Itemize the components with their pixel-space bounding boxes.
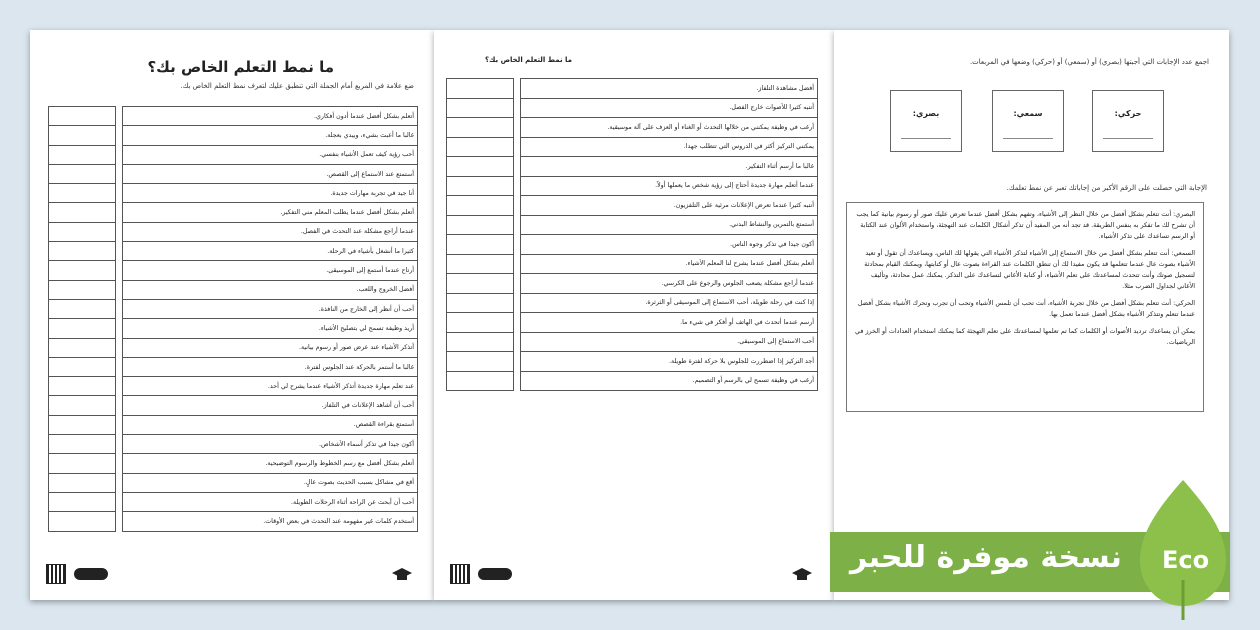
table-row bbox=[49, 415, 418, 434]
statement-cell: يمكنني التركيز أكثر في الدروس التي تتطلب جهدا. bbox=[521, 137, 818, 157]
spacer bbox=[116, 261, 123, 280]
worksheet-page-1 bbox=[30, 30, 434, 600]
statement-cell: عند تعلم مهارة جديدة أتذكر الأشياء عندما يشرح لي أحد. bbox=[123, 377, 418, 396]
table-row bbox=[447, 137, 818, 157]
table-row bbox=[49, 377, 418, 396]
category-box-visual bbox=[890, 90, 962, 152]
table-row bbox=[49, 473, 418, 492]
spacer bbox=[514, 79, 521, 99]
checkbox-cell[interactable] bbox=[447, 79, 514, 99]
checkbox-cell[interactable] bbox=[447, 176, 514, 196]
spacer bbox=[514, 352, 521, 372]
statement-cell: أتعلم بشكل أفضل عندما يشرح لنا المعلم الأشياء. bbox=[521, 254, 818, 274]
spacer bbox=[514, 313, 521, 333]
table-row bbox=[49, 164, 418, 183]
table-row bbox=[49, 435, 418, 454]
table-row bbox=[49, 261, 418, 280]
page-title: ما نمط التعلم الخاص بك؟ bbox=[147, 58, 334, 76]
table-row bbox=[49, 242, 418, 261]
statement-cell: إذا كنت في رحلة طويلة، أحب الاستماع إلى الموسيقى أو الثرثرة. bbox=[521, 293, 818, 313]
table-row bbox=[447, 79, 818, 99]
checkbox-cell[interactable] bbox=[447, 254, 514, 274]
checkbox-cell[interactable] bbox=[49, 261, 116, 280]
checkbox-cell[interactable] bbox=[49, 396, 116, 415]
statement-cell: أستمتع بقراءة القصص. bbox=[123, 415, 418, 434]
spacer bbox=[116, 415, 123, 434]
brand-logo-icon bbox=[74, 568, 108, 580]
graduation-hat-icon bbox=[792, 566, 812, 582]
category-label: حركي: bbox=[1114, 109, 1142, 118]
category-box-auditory bbox=[992, 90, 1064, 152]
table-row bbox=[447, 176, 818, 196]
statement-cell: أكون جيدا في تذكر أسماء الأشخاص. bbox=[123, 435, 418, 454]
checkbox-cell[interactable] bbox=[49, 319, 116, 338]
checkbox-cell[interactable] bbox=[49, 242, 116, 261]
category-box-kinesthetic bbox=[1092, 90, 1164, 152]
table-row bbox=[447, 235, 818, 255]
table-row bbox=[49, 222, 418, 241]
statement-cell: عندما أتعلم مهارة جديدة أحتاج إلى رؤية شخص ما يعملها أولاً. bbox=[521, 176, 818, 196]
spacer bbox=[116, 492, 123, 511]
spacer bbox=[514, 157, 521, 177]
table-row bbox=[49, 338, 418, 357]
table-row bbox=[447, 98, 818, 118]
checkbox-cell[interactable] bbox=[49, 492, 116, 511]
spacer bbox=[116, 435, 123, 454]
spacer bbox=[514, 215, 521, 235]
checkbox-cell[interactable] bbox=[447, 274, 514, 294]
statement-cell: أنا جيد في تجربة مهارات جديدة. bbox=[123, 184, 418, 203]
statement-cell: أقع في مشاكل بسبب الحديث بصوت عالٍ. bbox=[123, 473, 418, 492]
table-row bbox=[447, 274, 818, 294]
eco-label: Eco bbox=[1162, 546, 1210, 574]
spacer bbox=[514, 118, 521, 138]
checkbox-cell[interactable] bbox=[447, 157, 514, 177]
checkbox-cell[interactable] bbox=[49, 145, 116, 164]
checkbox-cell[interactable] bbox=[49, 435, 116, 454]
statement-cell: أستمتع عند الاستماع إلى القصص. bbox=[123, 164, 418, 183]
checkbox-cell[interactable] bbox=[447, 98, 514, 118]
statement-cell: أحب الاستماع إلى الموسيقى. bbox=[521, 332, 818, 352]
statement-cell: أحب أن أنظر إلى الخارج من النافذة. bbox=[123, 299, 418, 318]
spacer bbox=[514, 332, 521, 352]
checkbox-cell[interactable] bbox=[49, 203, 116, 222]
spacer bbox=[116, 473, 123, 492]
checkbox-cell[interactable] bbox=[49, 107, 116, 126]
spacer bbox=[116, 184, 123, 203]
table-row bbox=[49, 492, 418, 511]
table-row bbox=[447, 352, 818, 372]
tally-instructions: اجمع عدد الإجابات التي أجبتها (بصري) أو (سمعي) أو (حركي) وضعها في المربعات. bbox=[969, 58, 1209, 66]
checkbox-cell[interactable] bbox=[49, 299, 116, 318]
spacer bbox=[514, 176, 521, 196]
table-row bbox=[447, 332, 818, 352]
spacer bbox=[514, 196, 521, 216]
spacer bbox=[116, 377, 123, 396]
spacer bbox=[116, 299, 123, 318]
checkbox-cell[interactable] bbox=[447, 293, 514, 313]
checkbox-cell[interactable] bbox=[447, 332, 514, 352]
spacer bbox=[514, 371, 521, 391]
statement-cell: أتعلم بشكل أفضل عندما أدون أفكاري. bbox=[123, 107, 418, 126]
page-footer bbox=[450, 564, 818, 586]
statement-cell: أكون جيدا في تذكر وجوه الناس. bbox=[521, 235, 818, 255]
spacer bbox=[514, 254, 521, 274]
page-title: ما نمط التعلم الخاص بك؟ bbox=[484, 56, 572, 64]
statement-cell: غالبا ما أرسم أثناء التفكير. bbox=[521, 157, 818, 177]
spacer bbox=[116, 454, 123, 473]
worksheet-page-2 bbox=[434, 30, 834, 600]
page-instructions: ضع علامة في المربع أمام الجملة التي تنطبق عليك لتعرف نمط التعلم الخاص بك. bbox=[180, 82, 414, 90]
statement-cell: عندما أراجع مشكلة عند التحدث في الفصل. bbox=[123, 222, 418, 241]
table-row bbox=[49, 203, 418, 222]
kinesthetic-description: الحركي: أنت تتعلم بشكل أفضل من خلال تجربة الأشياء، أنت تحب أن تلمس الأشياء وتحب أن تجرب وتحرك الأشياء بشكل أفضل عندما تتعلم وتتذكر الأشياء بشكل أفضل عندما تعمل بها. bbox=[857, 299, 1195, 318]
table-row bbox=[447, 293, 818, 313]
qr-code-icon bbox=[450, 564, 470, 584]
table-row bbox=[49, 145, 418, 164]
checkbox-cell[interactable] bbox=[447, 371, 514, 391]
spacer bbox=[116, 280, 123, 299]
table-row bbox=[49, 107, 418, 126]
statement-cell: أرسم عندما أتحدث في الهاتف أو أفكر في شيء ما. bbox=[521, 313, 818, 333]
table-row bbox=[49, 396, 418, 415]
result-label: الإجابة التي حصلت على الرقم الأكبر من إجاباتك تعبر عن نمط تعلمك. bbox=[1006, 184, 1207, 192]
table-row bbox=[49, 357, 418, 376]
statement-cell: أجد التركيز إذا اضطررت للجلوس بلا حركة لفترة طويلة. bbox=[521, 352, 818, 372]
table-row bbox=[49, 454, 418, 473]
table-row bbox=[49, 319, 418, 338]
table-row bbox=[447, 254, 818, 274]
statement-cell: أحب أن أبحث عن الراحة أثناء الرحلات الطويلة. bbox=[123, 492, 418, 511]
table-row bbox=[49, 280, 418, 299]
spacer bbox=[116, 145, 123, 164]
checkbox-cell[interactable] bbox=[447, 215, 514, 235]
statement-cell: أنتبه كثيرا عندما تعرض الإعلانات مرئية على التلفزيون. bbox=[521, 196, 818, 216]
graduation-hat-icon bbox=[392, 566, 412, 582]
table-row bbox=[49, 184, 418, 203]
spacer bbox=[116, 338, 123, 357]
tips-text: يمكن أن يساعدك ترديد الأصوات أو الكلمات كما تم تعلمها لمساعدتك على تعلم التهجئة كما يمكنك استخدام العدادات أو الخرز في الرياضيات. bbox=[855, 327, 1195, 346]
spacer bbox=[116, 164, 123, 183]
statement-cell: كثيرا ما أنشغل بأشياء في الرحلة. bbox=[123, 242, 418, 261]
qr-code-icon bbox=[46, 564, 66, 584]
statement-cell: أرغب في وظيفة يمكنني من خلالها التحدث أو الغناء أو العزف على آلة موسيقية. bbox=[521, 118, 818, 138]
checkbox-cell[interactable] bbox=[49, 126, 116, 145]
checkbox-cell[interactable] bbox=[49, 280, 116, 299]
statement-cell: أتعلم بشكل أفضل عندما يطلب المعلم مني التفكير. bbox=[123, 203, 418, 222]
table-row bbox=[447, 371, 818, 391]
statement-cell: أفضل مشاهدة التلفاز. bbox=[521, 79, 818, 99]
spacer bbox=[116, 357, 123, 376]
statement-cell: أتذكر الأشياء عند عرض صور أو رسوم بيانية. bbox=[123, 338, 418, 357]
checkbox-cell[interactable] bbox=[49, 473, 116, 492]
checklist-table bbox=[446, 78, 818, 391]
spacer bbox=[116, 107, 123, 126]
table-row bbox=[447, 157, 818, 177]
checkbox-cell[interactable] bbox=[447, 313, 514, 333]
eco-banner-text: نسخة موفرة للحبر bbox=[850, 540, 1122, 575]
statement-cell: أتعلم بشكل أفضل مع رسم الخطوط والرسوم التوضيحية. bbox=[123, 454, 418, 473]
category-label: بصري: bbox=[912, 109, 940, 118]
checkbox-cell[interactable] bbox=[447, 235, 514, 255]
statement-cell: أستمتع بالتمرين والنشاط البدني. bbox=[521, 215, 818, 235]
table-row bbox=[49, 126, 418, 145]
checkbox-cell[interactable] bbox=[447, 118, 514, 138]
spacer bbox=[116, 203, 123, 222]
spacer bbox=[514, 235, 521, 255]
spacer bbox=[116, 319, 123, 338]
checkbox-cell[interactable] bbox=[447, 352, 514, 372]
statement-cell: عندما أراجع مشكلة يصعب الجلوس والرجوع على الكرسي. bbox=[521, 274, 818, 294]
checkbox-cell[interactable] bbox=[447, 137, 514, 157]
spacer bbox=[514, 293, 521, 313]
table-row bbox=[49, 299, 418, 318]
learning-styles-explanation bbox=[846, 202, 1204, 412]
spacer bbox=[116, 512, 123, 531]
table-row bbox=[447, 196, 818, 216]
checkbox-cell[interactable] bbox=[49, 338, 116, 357]
statement-cell: أرغب في وظيفة تسمح لي بالرسم أو التصميم. bbox=[521, 371, 818, 391]
spacer bbox=[116, 242, 123, 261]
category-label: سمعي: bbox=[1013, 109, 1043, 118]
statement-cell: أحب رؤية كيف تعمل الأشياء بنفسي. bbox=[123, 145, 418, 164]
statement-cell: أحب أن أشاهد الإعلانات في التلفاز. bbox=[123, 396, 418, 415]
visual-description: البصري: أنت تتعلم بشكل أفضل من خلال النظر إلى الأشياء، وتفهم بشكل أفضل عندما تعرض عليك صور أو رسوم بيانية كما يجب أن تشرح لك ما تفكر به بنفس الطريقة. قد تجد أنه من المفيد أن تذكر أشكال الكلمات عند التهجئة، واستخدام الألوان عند الكتابة أو الرسم تساعدك على تذكر الأشياء. bbox=[856, 210, 1195, 240]
table-row bbox=[447, 118, 818, 138]
statement-cell: أنتبه كثيرا للأصوات خارج الفصل. bbox=[521, 98, 818, 118]
checkbox-cell[interactable] bbox=[447, 196, 514, 216]
statement-cell: أريد وظيفة تسمح لي بتصليح الأشياء. bbox=[123, 319, 418, 338]
checkbox-cell[interactable] bbox=[49, 164, 116, 183]
checkbox-cell[interactable] bbox=[49, 184, 116, 203]
checkbox-cell[interactable] bbox=[49, 415, 116, 434]
statement-cell: غالبا ما أعبث بشيء، وبيدي بعجلة. bbox=[123, 126, 418, 145]
spacer bbox=[116, 222, 123, 241]
page-footer bbox=[46, 564, 418, 586]
statement-cell: أستخدم كلمات غير مفهومة عند التحدث في بعض الأوقات. bbox=[123, 512, 418, 531]
checkbox-cell[interactable] bbox=[49, 222, 116, 241]
checkbox-cell[interactable] bbox=[49, 377, 116, 396]
spacer bbox=[514, 274, 521, 294]
statement-cell: أفضل الخروج واللعب. bbox=[123, 280, 418, 299]
table-row bbox=[447, 215, 818, 235]
spacer bbox=[514, 137, 521, 157]
checkbox-cell[interactable] bbox=[49, 454, 116, 473]
auditory-description: السمعي: أنت تتعلم بشكل أفضل من خلال الاستماع إلى الأشياء لتذكر الأشياء التي يقولها لك الناس، ويساعدك أن تقول أو تعيد الأشياء بصوت عال عندما تتعلمها قد يكون مفيدا لك أن تنطق الكلمات عند القراءة بصوت عال أو كتابتها، ويمكنك القيام بمحادثة لتسجيل صوتك وأنت تتحدث لمساعدتك على تعلم الأشياء، أو كتابة الأغاني لتساعدك على التذكر. يمكنك عمل محادثة، وتأليف الأغاني لجداول الضرب مثلا. bbox=[864, 249, 1195, 290]
statement-cell: أرتاح عندما أستمع إلى الموسيقى. bbox=[123, 261, 418, 280]
spacer bbox=[116, 396, 123, 415]
table-row bbox=[447, 313, 818, 333]
spacer bbox=[514, 98, 521, 118]
statement-cell: غالبا ما أستمر بالحركة عند الجلوس لفترة. bbox=[123, 357, 418, 376]
brand-logo-icon bbox=[478, 568, 512, 580]
checkbox-cell[interactable] bbox=[49, 357, 116, 376]
checkbox-cell[interactable] bbox=[49, 512, 116, 531]
table-row bbox=[49, 512, 418, 531]
checklist-table bbox=[48, 106, 418, 532]
spacer bbox=[116, 126, 123, 145]
